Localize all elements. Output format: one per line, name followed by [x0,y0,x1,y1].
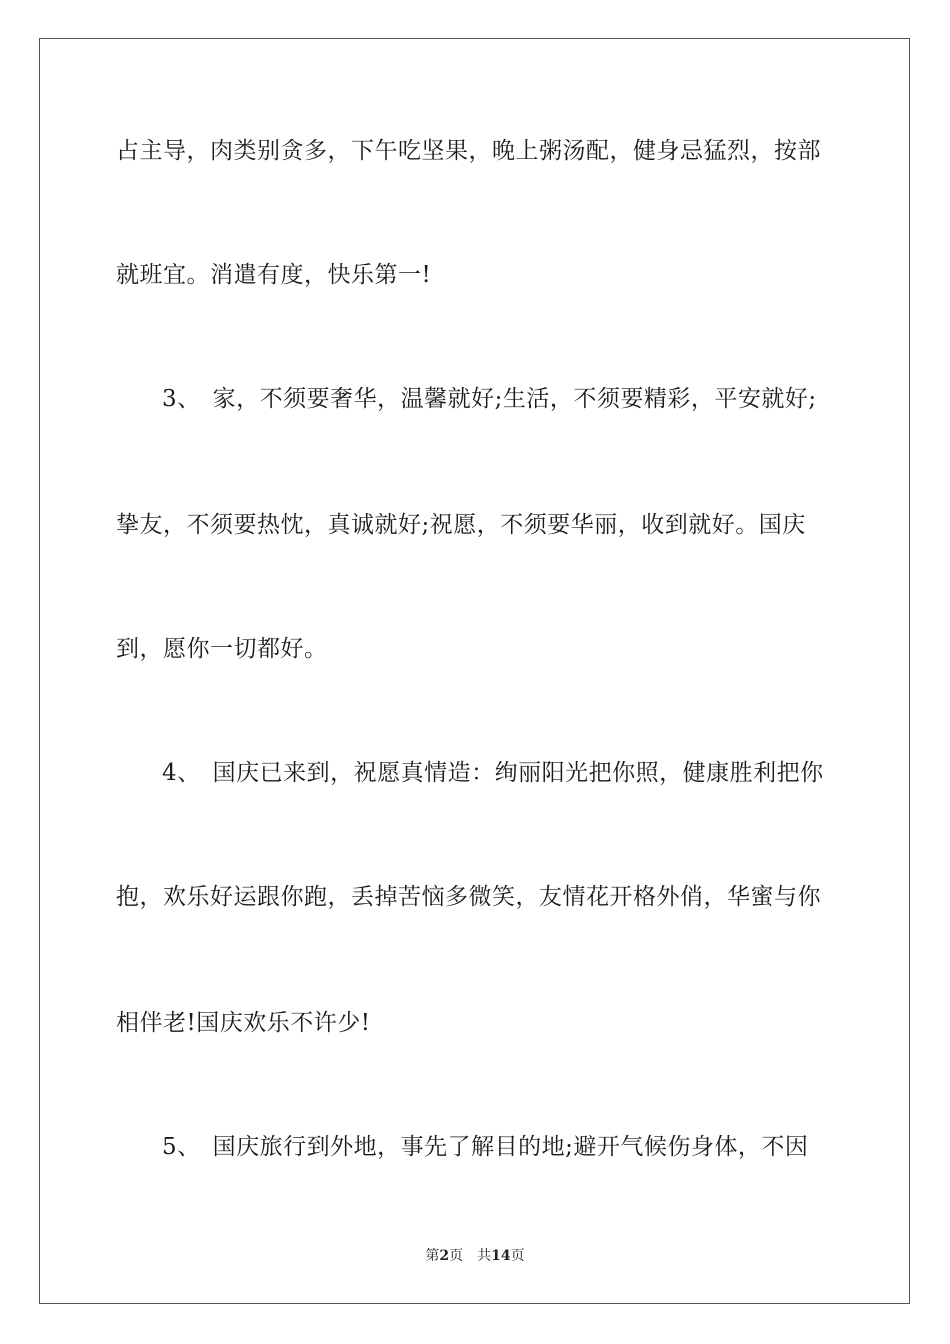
footer-prefix: 第 [425,1248,440,1264]
body-line-9: 5、 国庆旅行到外地，事先了解目的地;避开气候伤身体，不因 [162,1134,809,1160]
body-line-7: 抱，欢乐好运跟你跑，丢掉苦恼多微笑，友情花开格外俏，华蜜与你 [116,884,821,910]
body-line-2: 就班宜。消遣有度，快乐第一! [116,262,432,288]
footer-total-suffix: 页 [510,1248,525,1264]
footer-current-page: 2 [439,1248,450,1264]
page-border [39,38,910,1304]
body-line-3: 3、 家，不须要奢华，温馨就好;生活，不须要精彩，平安就好; [162,386,817,412]
body-line-8: 相伴老!国庆欢乐不许少! [116,1010,371,1036]
body-line-6: 4、 国庆已来到，祝愿真情造：绚丽阳光把你照，健康胜利把你 [162,760,824,786]
body-line-1: 占主导，肉类别贪多，下午吃坚果，晚上粥汤配，健身忌猛烈，按部 [116,138,821,164]
footer-total-prefix: 共 [477,1248,492,1264]
footer-page-suffix: 页 [449,1248,464,1264]
body-line-5: 到，愿你一切都好。 [116,636,328,662]
page-footer [0,1246,950,1266]
body-line-4: 挚友，不须要热忱，真诚就好;祝愿，不须要华丽，收到就好。国庆 [116,512,806,538]
footer-total-pages: 14 [491,1248,511,1264]
